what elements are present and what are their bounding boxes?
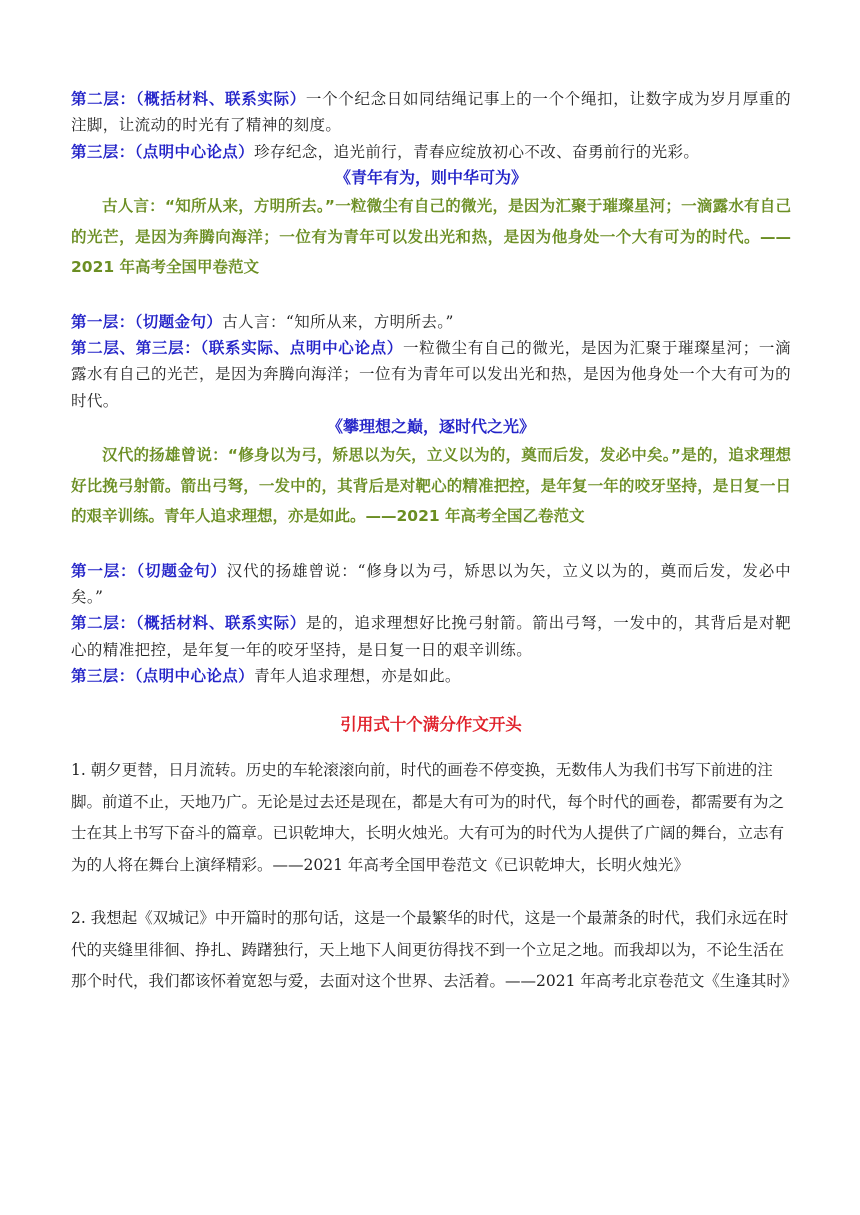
paragraph-layer [71,309,791,335]
layer-text: 是的，追求理想好比挽弓射箭。箭出弓弩，一发中的，其背后是对靶心的精准把控，是年复一年的咬牙坚持，是日复一日的艰辛训练。 [71,614,791,659]
layer-text: 珍存纪念，追光前行，青春应绽放初心不改、奋勇前行的光彩。 [254,142,700,161]
spacer [71,283,791,309]
essay-quote: 古人言：“知所从来，方明所去。”一粒微尘有自己的微光，是因为汇聚于璀璨星河；一滴露水有自己的光芒，是因为奔腾向海洋；一位有为青年可以发出光和热，是因为他身处一个大有可为的时代。——2021 年高考全国甲卷范文 [71,197,791,277]
layer-text: 汉代的扬雄曾说：“修身以为弓，矫思以为矢，立义以为的，奠而后发，发必中矣。” [71,561,791,606]
layer-text: 一个个纪念日如同结绳记事上的一个个绳扣，让数字成为岁月厚重的注脚，让流动的时光有了精神的刻度。 [71,90,791,135]
layer-label: 第一层：（切题金句） [71,312,223,331]
paragraph-layer [71,663,791,689]
layer-label: 第二层、第三层：（联系实际、点明中心论点） [71,338,403,357]
layer-text: 古人言：“知所从来，方明所去。” [222,312,454,331]
layer-text: 青年人追求理想，亦是如此。 [254,666,461,685]
layer-label: 第二层：（概括材料、联系实际） [71,90,306,108]
list-item: 1. 朝夕更替，日月流转。历史的车轮滚滚向前，时代的画卷不停变换，无数伟人为我们书写下前进的注脚。前道不止，天地乃广。无论是过去还是现在，都是大有可为的时代，每个时代的画卷，都需要有为之士在其上书写下奋斗的篇章。已识乾坤大，长明火烛光。大有可为的时代为人提供了广阔的舞台，立志有为的人将在舞台上演绎精彩。——2021 年高考全国甲卷范文《已识乾坤大，长明火烛光》 [71,761,785,874]
layer-text: 一粒微尘有自己的微光，是因为汇聚于璀璨星河；一滴露水有自己的光芒，是因为奔腾向海洋；一位有为青年可以发出光和热，是因为他身处一个大有可为的时代。 [71,338,791,410]
essay-title: 《青年有为，则中华可为》 [334,167,527,187]
essay-quote: 汉代的扬雄曾说：“修身以为弓，矫思以为矢，立义以为的，奠而后发，发必中矣。”是的，追求理想好比挽弓射箭。箭出弓弩，一发中的，其背后是对靶心的精准把控，是年复一年的咬牙坚持，是日复一日的艰辛训练。青年人追求理想，亦是如此。——2021 年高考全国乙卷范文 [71,446,791,526]
spacer [71,532,791,558]
layer-label: 第三层：（点明中心论点） [71,142,255,161]
essay-title: 《攀理想之巅，逐时代之光》 [326,416,535,436]
paragraph-layer [71,558,791,611]
list-item: 2. 我想起《双城记》中开篇时的那句话，这是一个最繁华的时代，这是一个最萧条的时代，我们永远在时代的夹缝里徘徊、挣扎、踌躇独行，天上地下人间更彷得找不到一个立足之地。而我却以为，不论生活在那个时代，我们都该怀着宽恕与爱，去面对这个世界、去活着。——2021 年高考北京卷范文《生逢其时》 [71,909,798,991]
paragraph-layer [71,335,791,414]
layer-label: 第二层：（概括材料、联系实际） [71,614,306,633]
paragraph-layer [71,610,791,663]
layer-label: 第三层：（点明中心论点） [71,666,255,685]
layer-label: 第一层：（切题金句） [71,561,227,580]
paragraph-layer [71,139,791,165]
document-page [71,86,798,998]
spacer [71,881,791,903]
paragraph-layer [71,86,791,139]
section-heading: 引用式十个满分作文开头 [340,715,522,735]
